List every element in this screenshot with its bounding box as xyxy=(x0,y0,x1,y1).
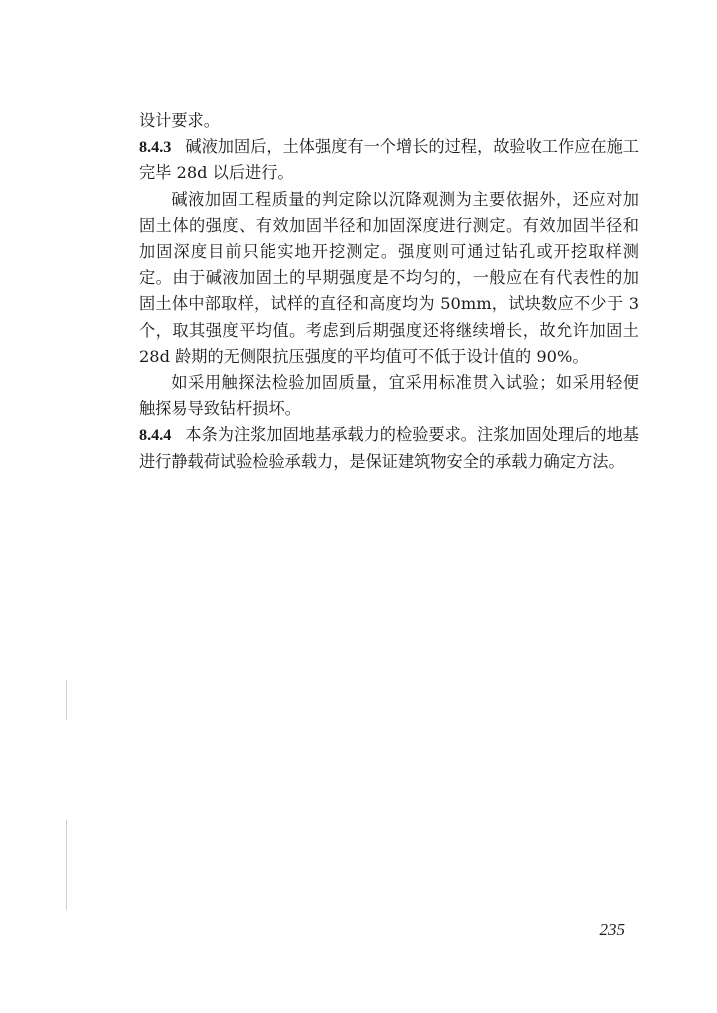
paragraph-quality-judgment xyxy=(139,187,639,370)
paragraph-penetration-test xyxy=(139,370,639,422)
section-8-4-3 xyxy=(139,134,639,186)
section-8-4-4 xyxy=(139,422,639,474)
paragraph-text: 碱液加固工程质量的判定除以沉降观测为主要依据外，还应对加固土体的强度、有效加固半径和加固深度进行测定。有效加固半径和加固深度目前只能实地开挖测定。强度则可通过钻孔或开挖取样测定。由于碱液加固土的早期强度是不均匀的，一般应在有代表性的加固土体中部取样，试样的直径和高度均为 50mm，试块数应不少于 3 个，取其强度平均值。考虑到后期强度还将继续增长，故允许加固土 28d 龄期的无侧限抗压强度的平均值可不低于设计值的 90%。 xyxy=(139,189,639,366)
scan-artifact-line xyxy=(66,820,67,910)
paragraph-continuation xyxy=(139,108,639,134)
section-text: 本条为注浆加固地基承载力的检验要求。注浆加固处理后的地基进行静载荷试验检验承载力，是保证建筑物安全的承载力确定方法。 xyxy=(139,425,639,471)
section-number: 8.4.3 xyxy=(139,138,172,157)
page-number: 235 xyxy=(599,920,625,939)
section-text: 碱液加固后，土体强度有一个增长的过程，故验收工作应在施工完毕 28d 以后进行。 xyxy=(139,137,639,183)
paragraph-text: 设计要求。 xyxy=(139,111,220,130)
body-text xyxy=(139,108,639,475)
section-number: 8.4.4 xyxy=(139,426,172,445)
paragraph-text: 如采用触探法检验加固质量，宜采用标准贯入试验；如采用轻便触探易导致钻杆损坏。 xyxy=(139,373,639,419)
scan-artifact-line xyxy=(66,680,67,720)
